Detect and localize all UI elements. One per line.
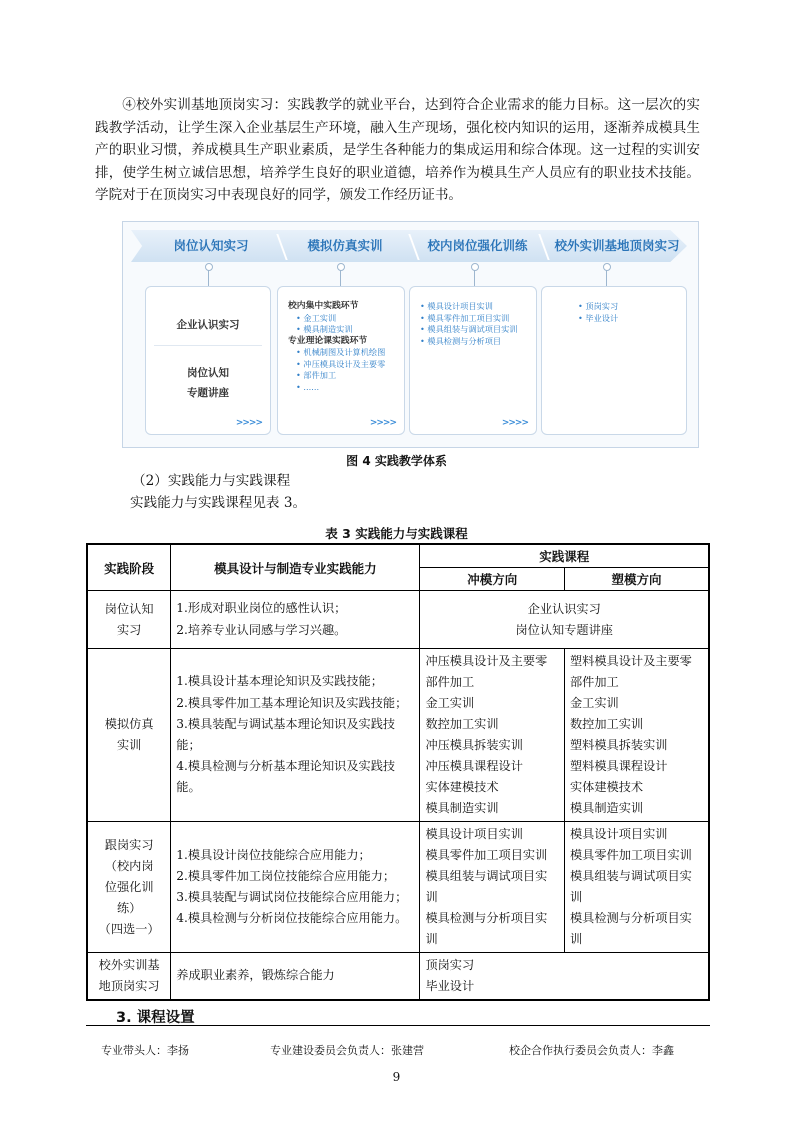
course-text: 模具零件加工项目实训	[425, 848, 548, 862]
stage-text: 跟岗实习	[104, 837, 154, 852]
course-text: 毕业设计	[425, 979, 475, 993]
footer-lead: 专业带头人：李扬	[101, 1044, 189, 1057]
course-text: 实体建模技术	[425, 780, 499, 794]
ability-text: 2.模具零件加工基本理论知识及实践技能；	[176, 695, 408, 710]
course-text: 模具设计项目实训	[569, 827, 668, 841]
card-section-heading: 校内集中实践环节	[288, 301, 359, 311]
ability-text: 2.培养专业认同感与学习兴趣。	[176, 622, 347, 637]
table-row	[87, 649, 709, 822]
course-cell-merged	[420, 591, 709, 649]
card-list-item: • 模具检测与分析项目	[420, 335, 502, 346]
footer-divider	[86, 1025, 710, 1026]
card-list-item: • 模具设计项目实训	[420, 301, 493, 311]
course-text: 冲压模具设计及主要零部件加工	[425, 654, 548, 689]
course-text: 模具零件加工项目实训	[569, 848, 692, 862]
footer-committee: 专业建设委员会负责人：张建营	[270, 1044, 424, 1057]
table-row	[87, 591, 709, 649]
stage-text: 实习	[116, 622, 142, 637]
card-list-item: • 模具零件加工项目实训	[420, 312, 510, 323]
connector-dot	[205, 263, 213, 271]
stage-text: 地顶岗实习	[98, 979, 160, 993]
card-list-item: • 金工实训	[296, 312, 337, 323]
connector-dot	[471, 263, 479, 271]
header-ability: 模具设计与制造专业实践能力	[171, 544, 420, 591]
header-plastic: 塑模方向	[564, 568, 709, 591]
stage-label: 岗位认知实习	[173, 238, 249, 253]
card-section-heading: 专业理论课实践环节	[288, 335, 368, 346]
ability-text: 1.模具设计岗位技能综合应用能力；	[176, 847, 371, 862]
ability-cell	[171, 953, 420, 1001]
table-caption: 表 3 实践能力与实践课程	[325, 526, 468, 541]
course-text: 冲压模具拆装实训	[425, 738, 523, 752]
ability-text: 3.模具装配与调试基本理论知识及实践技能；	[176, 716, 396, 752]
card-item-list	[578, 301, 618, 324]
stage-card-offcampus	[541, 286, 687, 435]
course-text: 顶岗实习	[425, 958, 475, 972]
footer-cooperation: 校企合作执行委员会负责人：李鑫	[509, 1044, 674, 1057]
stage-cell	[87, 822, 171, 953]
ability-text: 2.模具零件加工岗位技能综合应用能力；	[176, 868, 396, 883]
card-list-item: • 机械制图及计算机绘图	[296, 347, 386, 357]
stage-cell	[87, 591, 171, 649]
stage-card-oncampus	[409, 286, 537, 435]
chevron-icon: >>>>	[501, 418, 528, 428]
practice-system-figure	[122, 221, 699, 448]
ability-text: 3.模具装配与调试岗位技能综合应用能力；	[176, 890, 408, 904]
header-stage: 实践阶段	[87, 544, 171, 591]
ability-text: 1.形成对职业岗位的感性认识；	[176, 601, 347, 616]
stage-text: （四选一）	[98, 921, 160, 936]
card-item-list	[420, 301, 518, 347]
connector-dot	[337, 263, 345, 271]
course-text: 岗位认知专题讲座	[515, 622, 613, 637]
course-text: 模具制造实训	[425, 801, 499, 815]
chevron-icon: >>>>	[369, 418, 396, 428]
ability-cell	[171, 649, 420, 822]
subheading: （2）实践能力与实践课程	[132, 473, 291, 489]
table-row	[87, 953, 709, 1001]
section-heading: 3. 课程设置	[116, 1010, 195, 1026]
stage-label: 校内岗位强化训练	[427, 238, 528, 253]
stage-label: 模拟仿真实训	[307, 238, 383, 253]
stamping-course-cell	[420, 822, 565, 953]
stage-cell	[87, 649, 171, 822]
table-header-row	[87, 544, 709, 568]
stamping-course-cell	[420, 649, 565, 822]
course-text: 模具检测与分析项目实训	[569, 911, 692, 946]
plastic-course-cell	[564, 822, 709, 953]
stage-text: 位强化训	[104, 879, 154, 894]
stage-text: 练）	[116, 900, 142, 915]
stage-text: 校外实训基	[98, 958, 160, 972]
header-course: 实践课程	[420, 544, 709, 568]
connector-dot	[603, 263, 611, 271]
ability-text: 4.模具检测与分析岗位技能综合应用能力。	[176, 911, 408, 926]
course-text: 冲压模具课程设计	[425, 759, 523, 773]
card-divider	[154, 345, 262, 346]
card-list-item: • 顶岗实习	[578, 301, 619, 311]
table-row	[87, 822, 709, 953]
ability-text: 养成职业素养，锻炼综合能力	[176, 968, 335, 983]
card-list-item: • 模具制造实训	[296, 324, 353, 334]
stage-text: 实训	[116, 738, 142, 752]
stage-cell	[87, 953, 171, 1001]
course-cell-merged	[420, 953, 709, 1001]
ability-text: 1.模具设计基本理论知识及实践技能；	[176, 674, 383, 689]
card-list-item: • 冲压模具设计及主要零	[296, 358, 386, 369]
card-item: 专题讲座	[187, 387, 229, 399]
card-list-item: • 模具组装与调试项目实训	[420, 324, 518, 334]
course-text: 塑料模具设计及主要零部件加工	[569, 654, 692, 689]
course-text: 塑料模具课程设计	[569, 759, 668, 773]
intro-text: ④校外实训基地顶岗实习：实践教学的就业平台，达到符合企业需求的能力目标。这一层次的实践教学活动，让学生深入企业基层生产环境，融入生产现场，强化校内知识的运用，逐渐养成模具生产的职业习惯，养成模具生产职业素质，是学生各种能力的集成运用和综合体现。这一过程的实训安排，使学生树立诚信思想，培养学生良好的职业道德，培养作为模具生产人员应有的职业技术技能。学院对于在顶岗实习中表现良好的同学，颁发工作经历证书。	[95, 97, 700, 204]
card-list-item: • 部件加工	[296, 370, 337, 380]
card-item-list	[288, 301, 385, 393]
card-item: 岗位认知	[187, 367, 229, 379]
card-list-item: • 毕业设计	[578, 312, 619, 323]
course-text: 数控加工实训	[569, 717, 644, 731]
course-text: 数控加工实训	[425, 717, 499, 731]
stage-text: 岗位认知	[104, 601, 154, 616]
plastic-course-cell	[564, 649, 709, 822]
stage-card-cognition	[145, 286, 271, 435]
stage-text: 模拟仿真	[104, 717, 154, 731]
course-text: 金工实训	[425, 696, 475, 710]
card-item: 企业认识实习	[176, 319, 240, 331]
course-text: 企业认识实习	[527, 601, 601, 616]
course-text: 模具组装与调试项目实训	[569, 869, 692, 904]
body-line: 实践能力与实践课程见表 3。	[130, 495, 307, 511]
course-text: 模具组装与调试项目实训	[425, 869, 548, 904]
stage-label: 校外实训基地顶岗实习	[554, 238, 680, 253]
stage-text: （校内岗	[104, 858, 154, 873]
card-list-item: • ......	[296, 381, 320, 392]
course-text: 模具检测与分析项目实训	[425, 911, 548, 946]
practice-course-table	[86, 543, 710, 1001]
stage-card-simulation	[277, 286, 405, 435]
course-text: 实体建模技术	[569, 780, 644, 794]
course-text: 塑料模具拆装实训	[569, 738, 668, 752]
course-text: 模具制造实训	[569, 801, 644, 815]
course-text: 金工实训	[569, 696, 619, 710]
chevron-icon: >>>>	[235, 418, 262, 428]
intro-paragraph	[95, 94, 700, 207]
header-stamping: 冲模方向	[420, 568, 565, 591]
ability-cell	[171, 822, 420, 953]
ability-text: 4.模具检测与分析基本理论知识及实践技能。	[176, 759, 396, 795]
figure-caption: 图 4 实践教学体系	[346, 454, 447, 468]
ability-cell	[171, 591, 420, 649]
course-text: 模具设计项目实训	[425, 827, 523, 841]
page-number: 9	[392, 1070, 401, 1084]
